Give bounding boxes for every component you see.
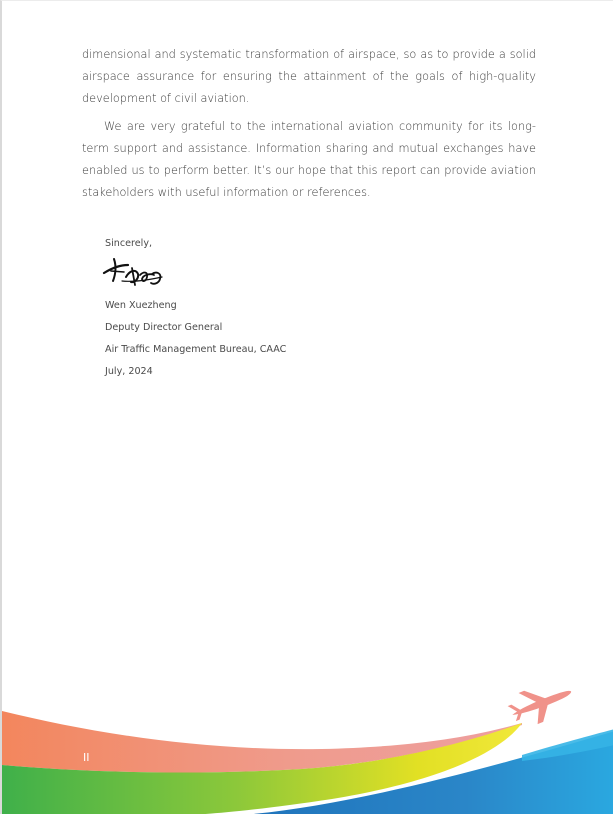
paragraph-continued: dimensional and systematic transformation of airspace, so as to provide a solid airspace assurance for ensuring the attainment of the goals of high-quality development of civil aviation. xyxy=(82,48,536,105)
signer-name: Wen Xuezheng xyxy=(105,300,177,311)
page-number: II xyxy=(83,751,90,764)
signature-icon xyxy=(102,255,168,291)
letter-date: July, 2024 xyxy=(105,366,153,377)
signer-title: Deputy Director General xyxy=(105,322,223,333)
signer-organization: Air Traffic Management Bureau, CAAC xyxy=(105,344,287,355)
paragraph-gratitude: We are very grateful to the international aviation community for its long-term support and assistance. Information sharing and mutual exchanges have enabled us to perform better. It’s our hope that this report can provide aviation stakeholders with useful information or references. xyxy=(82,120,536,199)
closing-salutation: Sincerely, xyxy=(105,238,153,249)
footer-wave-decoration xyxy=(2,681,613,814)
letter-closing xyxy=(105,233,286,383)
airplane-icon xyxy=(505,681,578,732)
letter-body xyxy=(82,44,536,210)
